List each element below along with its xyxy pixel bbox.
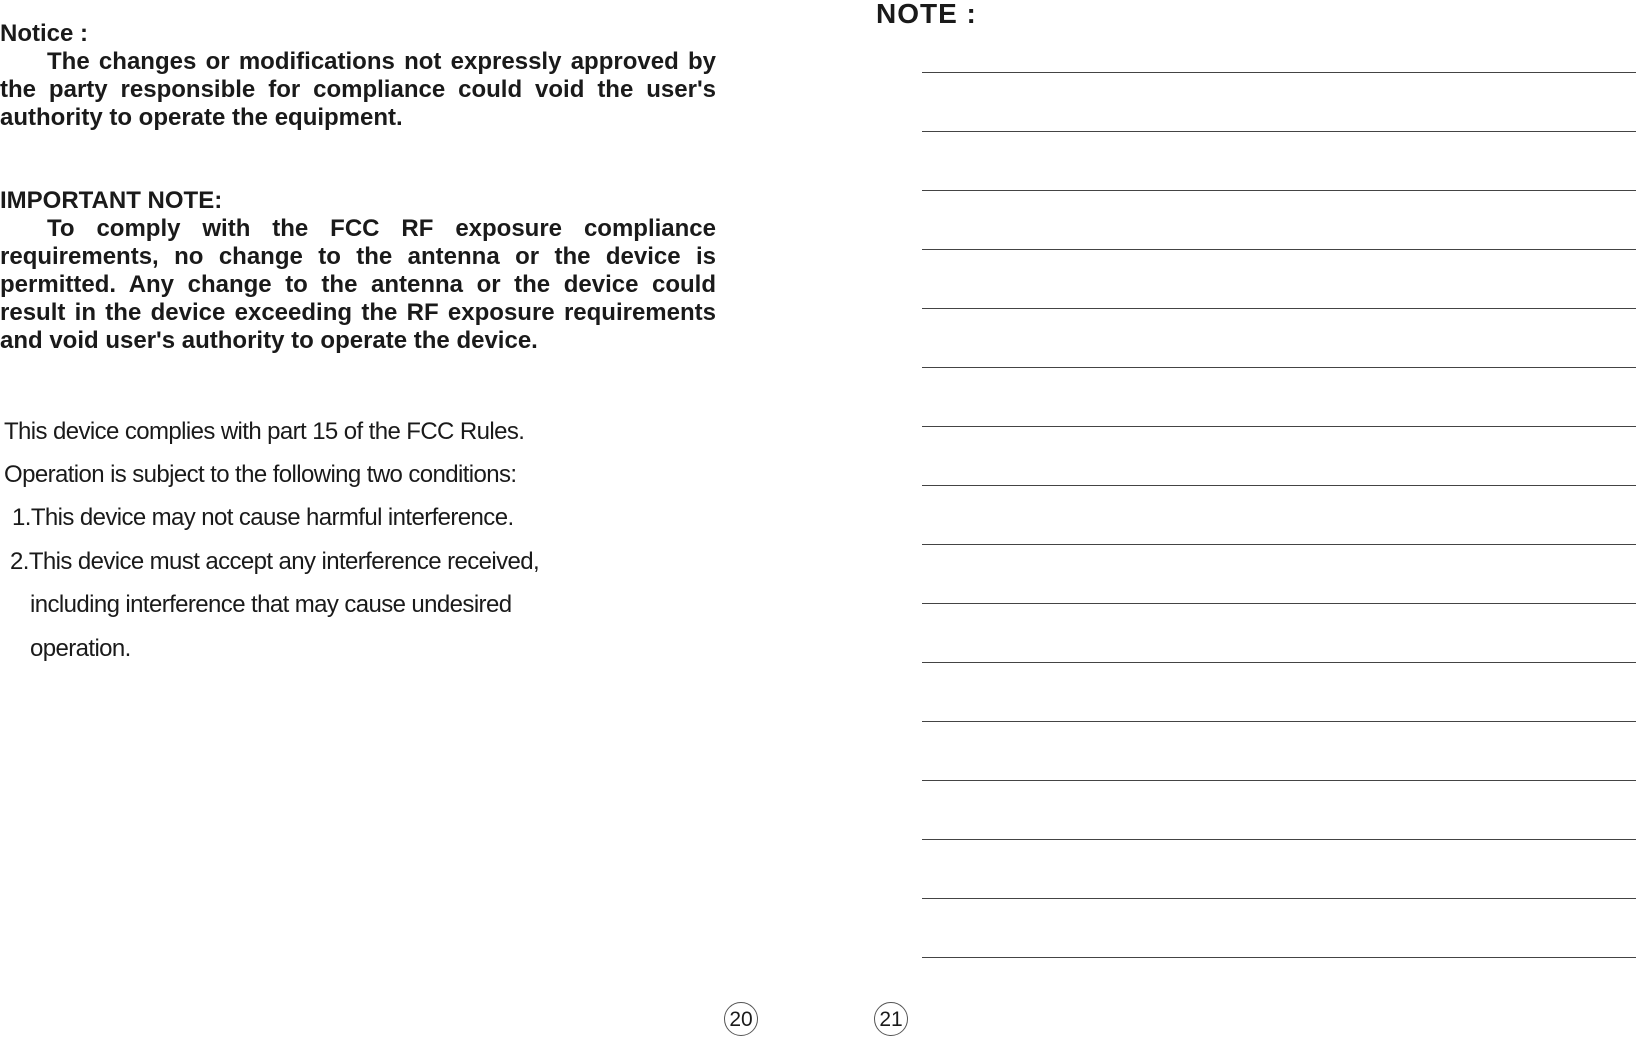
page-number-21: 21 bbox=[874, 1002, 908, 1036]
note-line bbox=[922, 131, 1636, 132]
note-line bbox=[922, 72, 1636, 73]
notice-heading: Notice : bbox=[0, 20, 89, 47]
right-page bbox=[818, 0, 1636, 1031]
notice-body: The changes or modifications not expressly approved by the party responsible for compliance could void the user's authority to operate the equipment. bbox=[0, 48, 716, 131]
note-line bbox=[922, 957, 1636, 958]
note-line bbox=[922, 544, 1636, 545]
note-line bbox=[922, 367, 1636, 368]
note-line bbox=[922, 249, 1636, 250]
fcc-condition-2-cont: including interference that may cause undesired bbox=[30, 591, 512, 618]
note-line bbox=[922, 308, 1636, 309]
fcc-condition-2-end: operation. bbox=[30, 635, 131, 662]
note-line bbox=[922, 662, 1636, 663]
note-line bbox=[922, 780, 1636, 781]
important-note-section bbox=[0, 187, 716, 355]
fcc-line-2: Operation is subject to the following two conditions: bbox=[4, 461, 517, 488]
note-line bbox=[922, 190, 1636, 191]
fcc-condition-2: 2.This device must accept any interference received, bbox=[10, 548, 540, 575]
fcc-condition-1: 1.This device may not cause harmful interference. bbox=[12, 504, 514, 531]
left-page bbox=[0, 0, 818, 1031]
note-line bbox=[922, 603, 1636, 604]
note-title: NOTE : bbox=[876, 0, 977, 29]
note-line bbox=[922, 426, 1636, 427]
note-line bbox=[922, 839, 1636, 840]
important-note-heading: IMPORTANT NOTE: bbox=[0, 187, 223, 214]
note-line bbox=[922, 721, 1636, 722]
notice-section bbox=[0, 20, 716, 132]
note-line bbox=[922, 485, 1636, 486]
fcc-line-1: This device complies with part 15 of the FCC Rules. bbox=[4, 418, 525, 445]
important-note-body: To comply with the FCC RF exposure compliance requirements, no change to the antenna or the device is permitted. Any change to the antenna or the device could result in the device exceeding the RF exposure requirements and void user's authority to operate the device. bbox=[0, 215, 716, 354]
note-line bbox=[922, 898, 1636, 899]
page-number-20: 20 bbox=[724, 1002, 758, 1036]
